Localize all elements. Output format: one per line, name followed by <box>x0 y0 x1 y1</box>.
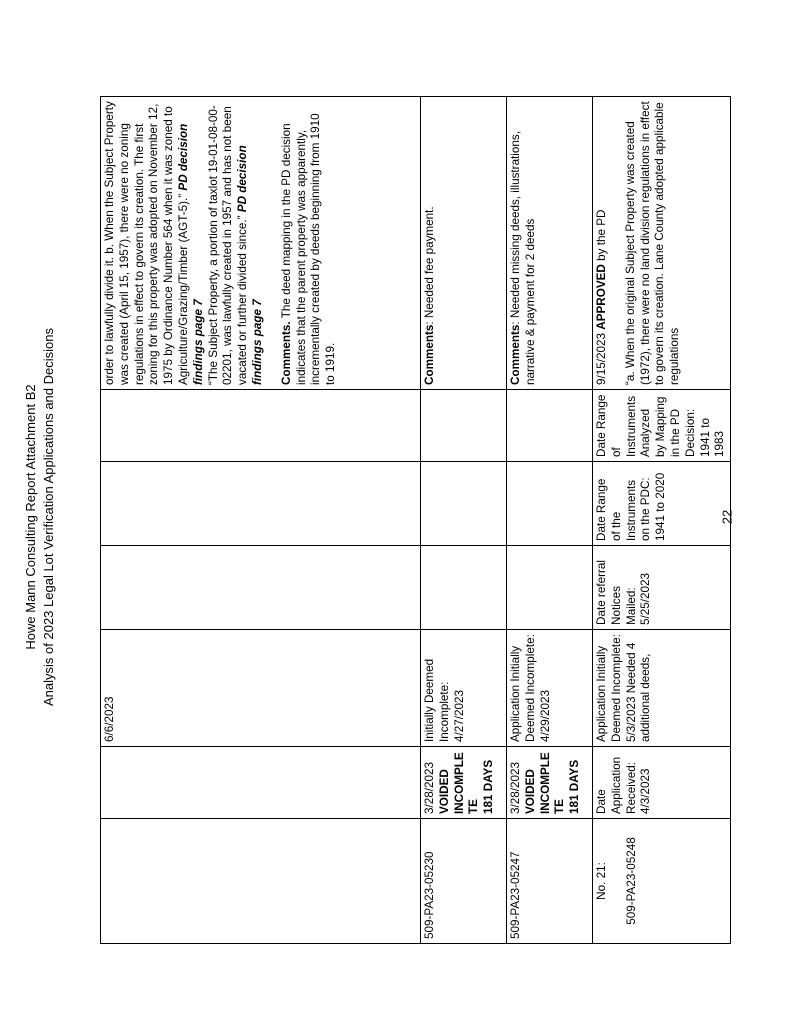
pdc-range-cell <box>421 462 507 546</box>
pdc-range-cell <box>101 462 421 546</box>
header-title: Howe Mann Consulting Report Attachment B2 <box>23 384 38 650</box>
referral-cell: Date referral Notices Mailed: 5/25/2023 <box>593 546 731 630</box>
application-cell: 6/6/2023 <box>101 630 421 747</box>
pd-range-cell: Date Range of Instruments Analyzed by Mapping in the PD Decision: 1941 to 1983 <box>593 390 731 462</box>
status-cell: 3/28/2023 VOIDED INCOMPLETE 181 DAYS <box>507 747 593 819</box>
table-row <box>507 97 593 944</box>
rotated-table-area <box>100 97 727 944</box>
file-number-cell <box>101 819 421 944</box>
table-row <box>421 97 507 944</box>
application-cell: Application Initially Deemed Incomplete: 5/3/2023 Needed 4 additional deeds, <box>593 630 731 747</box>
referral-cell <box>421 546 507 630</box>
comments-cell: Comments: Needed missing deeds, illustrations, narrative & payment for 2 deeds <box>507 97 593 390</box>
pd-range-cell <box>421 390 507 462</box>
application-cell: Application Initially Deemed Incomplete: 4/29/2023 <box>507 630 593 747</box>
pd-range-cell <box>101 390 421 462</box>
comments-cell: Comments: Needed fee payment. <box>421 97 507 390</box>
application-cell: Initially Deemed Incomplete: 4/27/2023 <box>421 630 507 747</box>
status-cell <box>101 747 421 819</box>
pdc-range-cell: Date Range of the Instruments on the PDC: 1941 to 2020 <box>593 462 731 546</box>
table-row <box>101 97 421 944</box>
pdc-range-cell <box>507 462 593 546</box>
status-cell: 3/28/2023 VOIDED INCOMPLETE 181 DAYS <box>421 747 507 819</box>
comments-cell: 9/15/2023 APPROVED by the PD “a. When the original Subject Property was created (1972), there were no land division regulations in effect to govern its creation. Lane County adopted applicable regulations <box>593 97 731 390</box>
legal-lot-table <box>100 96 731 944</box>
file-number-cell: No. 21: 509-PA23-05248 <box>593 819 731 944</box>
status-cell: Date Application Received: 4/3/2023 <box>593 747 731 819</box>
referral-cell <box>507 546 593 630</box>
pd-range-cell <box>507 390 593 462</box>
referral-cell <box>101 546 421 630</box>
file-number-cell: 509-PA23-05230 <box>421 819 507 944</box>
comments-cell: order to lawfully divide it. b. When the Subject Property was created (April 15, 1957), there were no zoning regulations in effect to govern its creation. The first zoning for this property was adopted on November 12, 1975 by Ordinance Number 564 when it was zoned to Agriculture/Grazing/Timber (AGT-5).” PD decision findings page 7 “The Subject Property, a portion of taxlot 19-01-08-00-02201, was lawfully created in 1957 and has not been vacated or further divided since.” PD decision findings page 7 Comments. The deed mapping in the PD decision indicates that the parent property was apparently, incrementally created by deeds beginning from 1910 to 1919. <box>101 97 421 390</box>
table-row <box>593 97 731 944</box>
file-number-cell: 509-PA23-05247 <box>507 819 593 944</box>
header-subtitle: Analysis of 2023 Legal Lot Verification Applications and Decisions <box>41 328 56 706</box>
